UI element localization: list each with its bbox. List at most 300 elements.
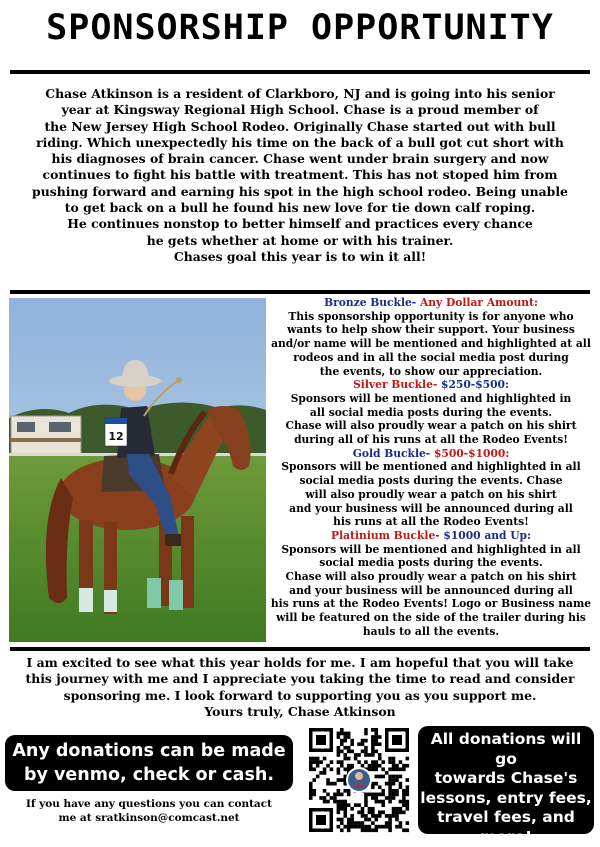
platinum-tier-line: social media posts during the events.	[319, 556, 543, 570]
qr-module	[364, 728, 368, 732]
intro-line: the New Jersey High School Rodeo. Originally Chase started out with bull	[44, 118, 556, 134]
qr-module	[343, 825, 347, 829]
qr-module	[309, 767, 313, 771]
qr-module	[378, 753, 382, 757]
qr-module	[381, 789, 385, 793]
qr-module	[399, 825, 403, 829]
qr-module	[340, 793, 344, 797]
qr-module	[316, 760, 320, 764]
qr-module	[343, 810, 347, 814]
qr-module	[406, 807, 410, 811]
qr-module	[399, 821, 403, 825]
qr-module	[337, 778, 341, 782]
qr-module	[392, 789, 396, 793]
qr-module	[406, 789, 410, 793]
qr-module	[340, 778, 344, 782]
qr-module	[347, 764, 351, 768]
qr-module	[371, 739, 375, 743]
qr-module	[392, 764, 396, 768]
intro-line: continues to fight his battle with treatment. This has not stoped him from	[42, 167, 558, 183]
qr-module	[347, 732, 351, 736]
qr-module	[330, 782, 334, 786]
qr-module	[375, 742, 379, 746]
qr-module	[347, 767, 351, 771]
qr-module	[375, 775, 379, 779]
qr-module	[309, 757, 313, 761]
platinum-tier-name: Platinium Buckle-	[331, 528, 440, 542]
qr-module	[395, 789, 399, 793]
qr-module	[361, 739, 365, 743]
qr-module	[316, 775, 320, 779]
gold-tier-line: his runs at all the Rodeo Events!	[333, 515, 529, 529]
qr-module	[364, 732, 368, 736]
qr-module	[406, 793, 410, 797]
donation-uses-box	[418, 726, 594, 846]
qr-module	[312, 760, 316, 764]
silver-tier-name: Silver Buckle-	[353, 378, 438, 392]
qr-module	[375, 764, 379, 768]
qr-module	[406, 800, 410, 804]
qr-module	[392, 757, 396, 761]
qr-module	[388, 825, 392, 829]
qr-module	[323, 789, 327, 793]
qr-module	[368, 818, 372, 822]
qr-module	[337, 807, 341, 811]
qr-module	[337, 732, 341, 736]
qr-module	[340, 728, 344, 732]
qr-module	[319, 760, 323, 764]
qr-module	[343, 789, 347, 793]
qr-module	[406, 764, 410, 768]
qr-module	[378, 775, 382, 779]
qr-module	[337, 735, 341, 739]
donation-uses-line: travel fees, and more!	[437, 808, 575, 846]
qr-module	[364, 818, 368, 822]
qr-module	[402, 796, 406, 800]
qr-module	[399, 785, 403, 789]
qr-module	[371, 828, 375, 832]
qr-module	[368, 825, 372, 829]
qr-module	[312, 767, 316, 771]
qr-module	[368, 810, 372, 814]
qr-module	[399, 800, 403, 804]
qr-code[interactable]	[307, 726, 411, 834]
qr-module	[350, 739, 354, 743]
qr-module	[340, 800, 344, 804]
donation-methods-line: by venmo, check or cash.	[23, 765, 275, 785]
qr-module	[375, 728, 379, 732]
qr-module	[368, 828, 372, 832]
platinum-tier-line: Sponsors will be mentioned and highlighted in all	[281, 542, 581, 556]
qr-module	[375, 825, 379, 829]
qr-module	[364, 825, 368, 829]
qr-module	[402, 803, 406, 807]
qr-module	[388, 778, 392, 782]
qr-module	[312, 789, 316, 793]
qr-module	[378, 793, 382, 797]
qr-module	[337, 750, 341, 754]
qr-module	[371, 821, 375, 825]
qr-module	[399, 767, 403, 771]
qr-module	[395, 775, 399, 779]
qr-module	[395, 764, 399, 768]
qr-module	[368, 793, 372, 797]
qr-module	[357, 821, 361, 825]
qr-module	[361, 807, 365, 811]
gold-tier-heading	[270, 447, 592, 461]
qr-module	[368, 764, 372, 768]
qr-module	[361, 750, 365, 754]
qr-module	[309, 789, 313, 793]
silver-tier-line: during all of his runs at all the Rodeo Events!	[294, 433, 568, 447]
platinum-tier-line: Chase will also proudly wear a patch on his shirt	[285, 570, 577, 584]
qr-module	[388, 814, 392, 818]
gold-tier-amount: $500-$1000:	[430, 446, 510, 460]
sponsorship-tiers	[270, 296, 592, 639]
intro-line: year at Kingsway Regional High School. Chase is a proud member of	[61, 102, 539, 118]
silver-tier-line: Sponsors will be mentioned and highlighted in	[290, 391, 572, 405]
platinum-tier-amount: $1000 and Up:	[439, 528, 531, 542]
signature-line: Yours truly, Chase Atkinson	[204, 704, 396, 720]
qr-module	[337, 803, 341, 807]
qr-module	[357, 760, 361, 764]
qr-module	[402, 793, 406, 797]
donation-methods-line: Any donations can be made	[12, 741, 286, 761]
closing-line: sponsoring me. I look forward to supporting you as you support me.	[63, 687, 537, 703]
qr-module	[378, 800, 382, 804]
qr-module	[388, 757, 392, 761]
qr-module	[340, 760, 344, 764]
qr-module	[361, 764, 365, 768]
qr-module	[347, 750, 351, 754]
qr-module	[399, 775, 403, 779]
qr-module	[337, 789, 341, 793]
bronze-tier-amount: Any Dollar Amount:	[416, 296, 538, 309]
qr-module	[371, 746, 375, 750]
section-rule-bottom	[10, 647, 590, 651]
page-title: SPONSORSHIP OPPORTUNITY	[46, 8, 554, 48]
qr-module	[350, 821, 354, 825]
platinum-tier-line: will be featured on the side of the trailer during his	[276, 611, 586, 625]
qr-module	[337, 793, 341, 797]
qr-module	[375, 782, 379, 786]
bronze-tier-name: Bronze Buckle-	[324, 296, 417, 309]
qr-module	[406, 785, 410, 789]
qr-module	[388, 785, 392, 789]
qr-module	[337, 800, 341, 804]
qr-module	[364, 739, 368, 743]
intro-line: riding. Which unexpectedly his time on the back of a bull got cut short with	[36, 134, 564, 150]
qr-module	[337, 760, 341, 764]
qr-module	[395, 810, 399, 814]
qr-module	[388, 793, 392, 797]
qr-module	[323, 800, 327, 804]
qr-module	[381, 803, 385, 807]
qr-module	[343, 800, 347, 804]
qr-module	[343, 807, 347, 811]
qr-module	[375, 732, 379, 736]
qr-module	[309, 785, 313, 789]
qr-module	[333, 800, 337, 804]
gold-tier-name: Gold Buckle-	[352, 446, 431, 460]
qr-module	[364, 800, 368, 804]
qr-module	[357, 810, 361, 814]
qr-module	[333, 782, 337, 786]
qr-module	[371, 810, 375, 814]
qr-module	[361, 821, 365, 825]
donation-uses-line: towards Chase's	[434, 769, 578, 787]
qr-module	[354, 753, 358, 757]
qr-module	[378, 825, 382, 829]
qr-module	[402, 828, 406, 832]
qr-module	[399, 810, 403, 814]
qr-module	[402, 800, 406, 804]
qr-module	[357, 742, 361, 746]
closing-line: I am excited to see what this year holds for me. I am hopeful that you will take	[26, 655, 574, 670]
qr-module	[402, 764, 406, 768]
qr-module	[343, 767, 347, 771]
qr-module	[388, 789, 392, 793]
closing-paragraph	[8, 655, 592, 721]
qr-module	[378, 742, 382, 746]
qr-module	[381, 767, 385, 771]
contact-email[interactable]: me at sratkinson@comcast.net	[58, 812, 240, 824]
platinum-tier-line: hauls to all the events.	[362, 624, 500, 638]
qr-module	[371, 807, 375, 811]
qr-module	[350, 818, 354, 822]
intro-line: he gets whether at home or with his trainer.	[146, 232, 454, 248]
qr-module	[388, 760, 392, 764]
silver-tier-heading	[270, 378, 592, 392]
intro-line: his diagnoses of brain cancer. Chase went under brain surgery and now	[51, 151, 549, 167]
qr-module	[392, 782, 396, 786]
qr-module	[340, 742, 344, 746]
qr-module	[371, 785, 375, 789]
intro-paragraph	[8, 86, 592, 265]
qr-module	[309, 796, 313, 800]
qr-module	[343, 732, 347, 736]
qr-module	[347, 789, 351, 793]
qr-module	[316, 757, 320, 761]
qr-module	[343, 757, 347, 761]
intro-line: Chase Atkinson is a resident of Clarkboro, NJ and is going into his senior	[45, 86, 555, 101]
qr-module	[312, 778, 316, 782]
qr-module	[375, 800, 379, 804]
qr-module	[385, 796, 389, 800]
qr-module	[347, 735, 351, 739]
qr-module	[323, 796, 327, 800]
qr-module	[326, 782, 330, 786]
qr-module	[371, 767, 375, 771]
qr-module	[375, 767, 379, 771]
silver-tier-line: Chase will also proudly wear a patch on his shirt	[285, 419, 577, 433]
qr-module	[323, 757, 327, 761]
qr-module	[406, 757, 410, 761]
qr-module	[347, 803, 351, 807]
qr-module	[371, 793, 375, 797]
section-rule-top	[10, 290, 590, 294]
qr-module	[371, 750, 375, 754]
bronze-tier-line: This sponsorship opportunity is for anyone who	[288, 309, 574, 323]
qr-module	[375, 814, 379, 818]
qr-module	[337, 746, 341, 750]
qr-module	[392, 775, 396, 779]
qr-module	[392, 760, 396, 764]
qr-module	[316, 764, 320, 768]
silver-tier-amount: $250-$500:	[437, 378, 509, 392]
gold-tier-line: Sponsors will be mentioned and highlighted in all	[281, 460, 581, 474]
qr-module	[343, 746, 347, 750]
qr-module	[371, 764, 375, 768]
qr-module	[350, 814, 354, 818]
qr-module	[361, 810, 365, 814]
qr-module	[340, 750, 344, 754]
qr-module	[368, 767, 372, 771]
intro-line: He continues nonstop to better himself and practices every chance	[67, 216, 533, 232]
qr-module	[337, 771, 341, 775]
qr-module	[343, 735, 347, 739]
qr-module	[343, 739, 347, 743]
qr-module	[392, 778, 396, 782]
qr-module	[388, 800, 392, 804]
gold-tier-line: social media posts during the events. Chase	[299, 474, 563, 488]
qr-module	[392, 810, 396, 814]
bronze-tier-line: wants to help show their support. Your business	[287, 323, 575, 337]
qr-finder-top-right	[385, 728, 409, 752]
qr-module	[371, 814, 375, 818]
contact-line: If you have any questions you can contact	[26, 798, 272, 810]
bronze-tier-line: and/or name will be mentioned and highlighted at all	[271, 337, 591, 351]
platinum-tier-heading	[270, 529, 592, 543]
qr-module	[354, 757, 358, 761]
bronze-tier-line: rodeos and in all the social media post during	[293, 350, 569, 364]
qr-module	[309, 782, 313, 786]
donation-uses-line: lessons, entry fees,	[420, 788, 592, 807]
closing-line: this journey with me and I appreciate you taking the time to read and consider	[25, 671, 575, 687]
qr-finder-bottom-left	[309, 808, 333, 832]
intro-line: to get back on a bull he found his new love for tie down calf roping.	[64, 200, 536, 216]
qr-module	[399, 782, 403, 786]
donation-uses-line: All donations will go	[430, 730, 582, 768]
qr-module	[388, 821, 392, 825]
qr-module	[347, 757, 351, 761]
qr-module	[381, 775, 385, 779]
qr-module	[364, 753, 368, 757]
qr-module	[361, 825, 365, 829]
qr-module	[388, 818, 392, 822]
qr-module	[350, 742, 354, 746]
qr-module	[347, 818, 351, 822]
qr-module	[350, 750, 354, 754]
bronze-tier-heading	[270, 296, 592, 310]
qr-module	[395, 793, 399, 797]
qr-module	[337, 810, 341, 814]
qr-module	[375, 796, 379, 800]
qr-module	[371, 742, 375, 746]
qr-module	[399, 760, 403, 764]
qr-module	[364, 796, 368, 800]
qr-module	[381, 825, 385, 829]
title-rule-bottom	[10, 70, 590, 74]
qr-module	[368, 807, 372, 811]
qr-module	[406, 803, 410, 807]
qr-module	[350, 764, 354, 768]
intro-line: Chases goal this year is to win it all!	[173, 248, 427, 264]
qr-module	[378, 764, 382, 768]
qr-module	[347, 746, 351, 750]
qr-module	[347, 828, 351, 832]
qr-module	[375, 828, 379, 832]
qr-module	[371, 735, 375, 739]
qr-module	[381, 760, 385, 764]
qr-module	[340, 803, 344, 807]
qr-module	[361, 742, 365, 746]
contact-info	[5, 797, 293, 825]
qr-module	[392, 796, 396, 800]
qr-module	[319, 796, 323, 800]
qr-module	[354, 821, 358, 825]
qr-module	[343, 814, 347, 818]
qr-module	[364, 814, 368, 818]
qr-module	[395, 767, 399, 771]
qr-module	[371, 753, 375, 757]
qr-module	[364, 828, 368, 832]
silver-tier-line: all social media posts during the events.	[309, 405, 553, 419]
qr-module	[337, 767, 341, 771]
qr-module	[354, 825, 358, 829]
qr-module	[399, 807, 403, 811]
qr-finder-top-left	[309, 728, 333, 752]
qr-module	[347, 821, 351, 825]
qr-module	[326, 793, 330, 797]
qr-module	[364, 746, 368, 750]
qr-module	[323, 771, 327, 775]
qr-module	[357, 753, 361, 757]
qr-module	[364, 760, 368, 764]
qr-module	[385, 821, 389, 825]
qr-module	[392, 767, 396, 771]
qr-module	[406, 821, 410, 825]
qr-module	[340, 732, 344, 736]
qr-module	[368, 753, 372, 757]
qr-module	[371, 796, 375, 800]
qr-module	[357, 803, 361, 807]
qr-module	[378, 735, 382, 739]
qr-module	[375, 793, 379, 797]
qr-module	[361, 828, 365, 832]
qr-module	[395, 825, 399, 829]
qr-module	[381, 800, 385, 804]
qr-module	[340, 739, 344, 743]
qr-module	[388, 782, 392, 786]
qr-module	[340, 828, 344, 832]
qr-module	[354, 803, 358, 807]
qr-module	[319, 771, 323, 775]
qr-module	[392, 807, 396, 811]
qr-module	[343, 803, 347, 807]
qr-module	[337, 753, 341, 757]
qr-module	[388, 796, 392, 800]
gold-tier-line: will also proudly wear a patch on his shirt	[305, 487, 557, 501]
qr-module	[330, 767, 334, 771]
qr-module	[395, 807, 399, 811]
qr-module	[347, 793, 351, 797]
qr-module	[340, 764, 344, 768]
qr-module	[309, 793, 313, 797]
qr-module	[406, 828, 410, 832]
qr-module	[392, 814, 396, 818]
qr-module	[395, 818, 399, 822]
